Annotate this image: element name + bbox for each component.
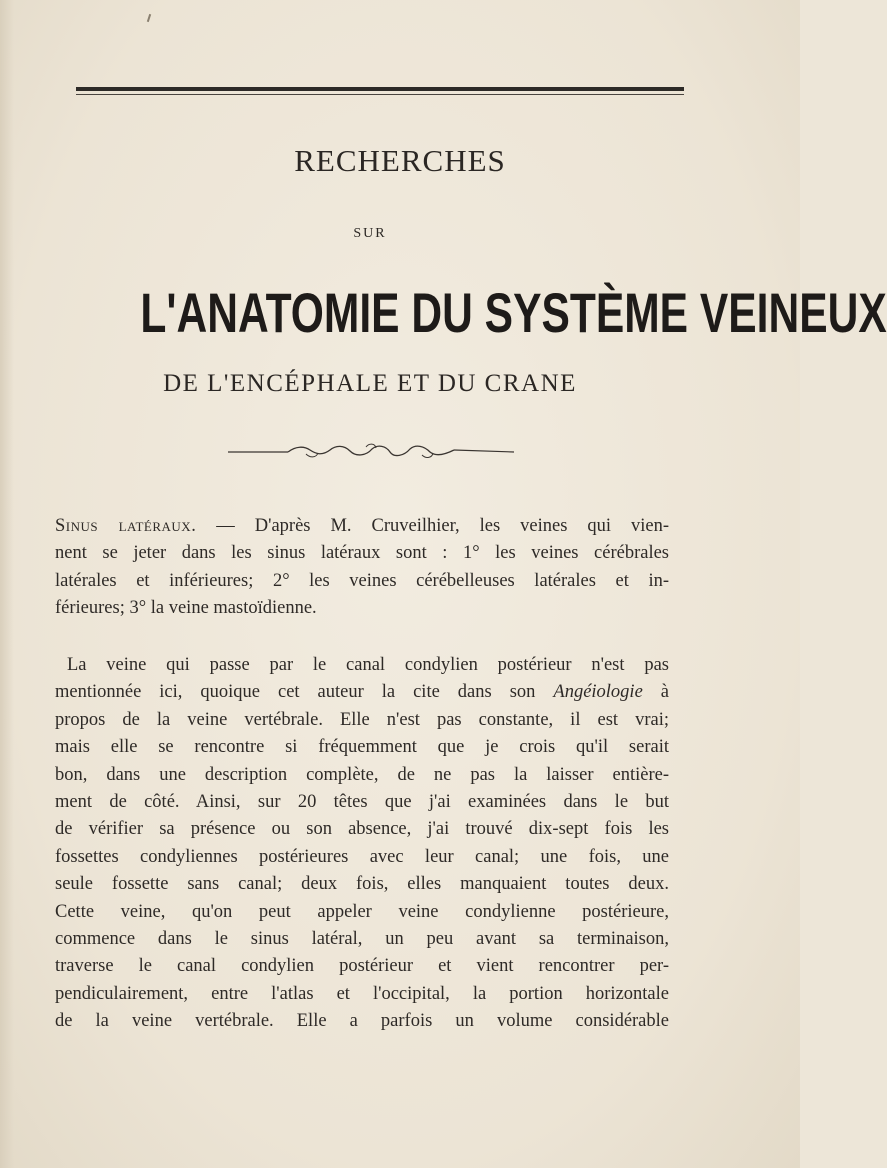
text-line: mais elle se rencontre si fréquemment que je crois qu'il serait: [55, 737, 669, 758]
text-line: pendiculairement, entre l'atlas et l'occipital, la portion horizontale: [55, 983, 669, 1004]
text-line: La veine qui passe par le canal condylien postérieur n'est pas: [67, 655, 669, 675]
text-line: bon, dans une description complète, de ne pas la laisser entière-: [55, 764, 669, 785]
text-line: propos de la veine vertébrale. Elle n'est pas constante, il est vrai;: [55, 709, 669, 730]
subtitle: DE L'ENCÉPHALE ET DU CRANE: [163, 370, 577, 397]
text-line: de la veine vertébrale. Elle a parfois un volume considérable: [55, 1011, 669, 1032]
text-line: de vérifier sa présence ou son absence, j'ai trouvé dix-sept fois les: [55, 819, 669, 840]
text-line: Cette veine, qu'on peut appeler veine condylienne postérieure,: [55, 901, 669, 922]
paragraph-canal-condylien: [55, 652, 669, 1036]
text-line: Sinus latéraux. — D'après M. Cruveilhier, les veines qui vien-: [55, 516, 669, 536]
main-title: L'ANATOMIE DU SYSTÈME VEINEUX: [140, 281, 887, 344]
header-rule-thin: [76, 94, 684, 95]
title-connector: SUR: [353, 226, 387, 241]
section-lead: Sinus latéraux.: [55, 516, 197, 536]
text-line: mentionnée ici, quoique cet auteur la cite dans son Angéiologie à: [55, 682, 669, 703]
header-rule-thick: [76, 87, 684, 91]
italic-reference: Angéiologie: [553, 682, 643, 703]
text-line: nent se jeter dans les sinus latéraux sont : 1° les veines cérébrales: [55, 543, 669, 564]
paragraph-sinus-lateraux: [55, 513, 669, 623]
page-title: RECHERCHES: [294, 143, 506, 178]
text-line: ment de côté. Ainsi, sur 20 têtes que j'ai examinées dans le but: [55, 792, 669, 813]
text-line: férieures; 3° la veine mastoïdienne.: [55, 598, 317, 619]
flourish-divider-icon: [226, 440, 516, 464]
text-line: latérales et inférieures; 2° les veines cérébelleuses latérales et in-: [55, 570, 669, 591]
text-line: commence dans le sinus latéral, un peu avant sa terminaison,: [55, 929, 669, 950]
ink-mark: [147, 14, 151, 22]
text-line: traverse le canal condylien postérieur et vient rencontrer per-: [55, 956, 669, 977]
text-line: fossettes condyliennes postérieures avec leur canal; une fois, une: [55, 846, 669, 867]
text-line: seule fossette sans canal; deux fois, elles manquaient toutes deux.: [55, 874, 669, 895]
